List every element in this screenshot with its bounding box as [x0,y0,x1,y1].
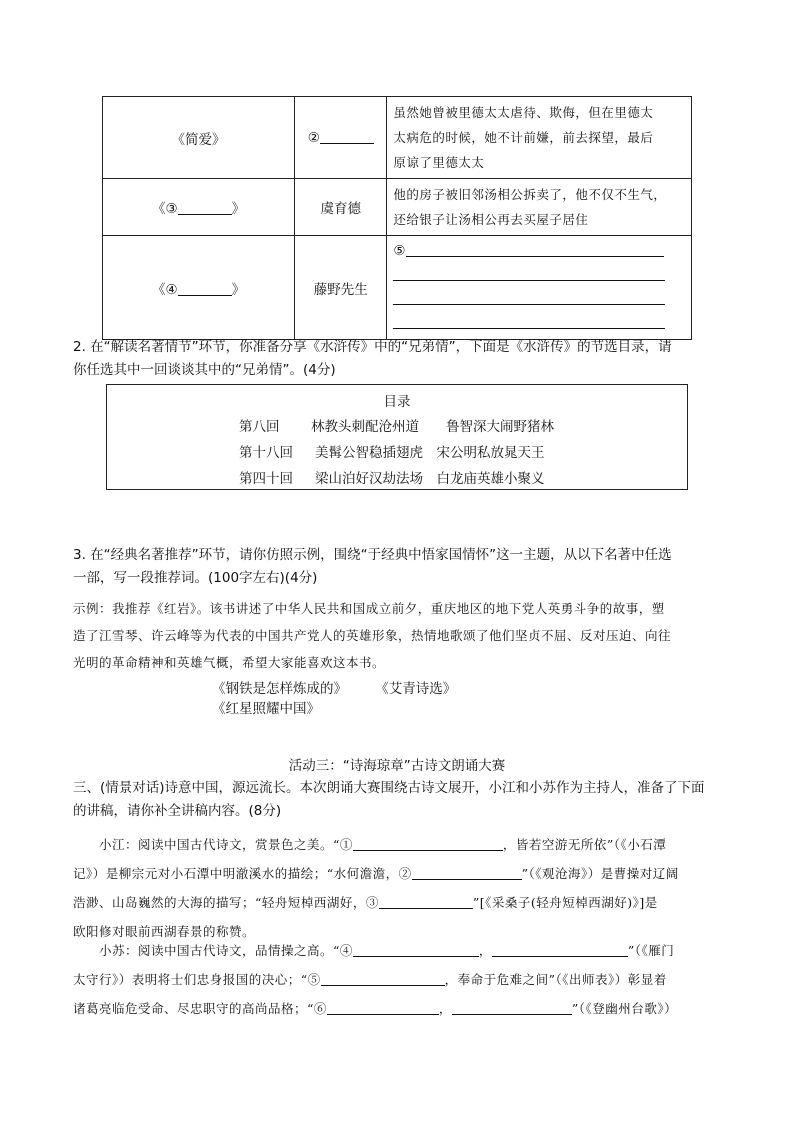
desc-cell: 虽然她曾被里德太太虐待、欺侮，但在里德太 太病危的时候，她不计前嫌，前去探望，最后 原谅了里德太太 [387,97,692,179]
table-row [103,97,692,179]
activity-intro: 三、(情景对话)诗意中国，源远流长。本次朗诵大赛围绕古诗文展开，小江和小苏作为主持人，准备了下面 的讲稿，请你补全讲稿内容。(8分) [73,780,705,819]
book-item: 《艾青诗选》 [375,681,457,697]
blank-line[interactable] [353,836,503,851]
book-item: 《红星照耀中国》 [212,701,320,717]
blank-line[interactable] [492,942,628,957]
blank-line[interactable] [393,266,665,281]
book-cell: 《③ 》 [103,179,295,236]
blank-line[interactable] [412,865,522,880]
blank-line[interactable] [320,129,374,144]
book-item: 《钢铁是怎样炼成的》 [212,681,347,697]
person-cell: 虞育德 [295,179,387,236]
blank-line[interactable] [178,200,232,215]
activity-heading: 活动三：“诗海琼章”古诗文朗诵大赛 [288,758,506,774]
comparison-table [102,96,692,340]
blank-line[interactable] [353,942,479,957]
xiaosu-speech: 小苏：阅读中国古代诗文，品情操之高。“④ ， ”（《雁门 太守行》）表明将士们忠身报国的决心；“⑤ ，奉命于危难之间”（《出师表》）彰显着 诸葛亮临危受命、尽忠职守的高尚品格；“⑥ ， ”（《登幽州台歌》） [73,943,678,1016]
table-row [103,179,692,236]
book-list [212,677,612,717]
catalog-title: 目录 [383,394,411,410]
person-cell: ② [295,97,387,179]
blank-line[interactable] [321,971,445,986]
question-3: 3. 在“经典名著推荐”环节，请你仿照示例，围绕“于经典中悟家国情怀”这一主题，从以下名著中任选 一部，写一段推荐词。(100字左右)(4分) [73,547,672,586]
blank-line[interactable] [393,314,665,329]
example-text: 示例：我推荐《红岩》。该书讲述了中华人民共和国成立前夕，重庆地区的地下党人英勇斗争的故事，塑 造了江雪琴、许云峰等为代表的中国共产党人的英雄形象，热情地歌颂了他们坚贞不屈、反对压迫、向往 光明的革命精神和英雄气概，希望大家能喜欢这本书。 [73,601,672,670]
blank-line[interactable] [452,1000,572,1015]
table-row [103,236,692,340]
desc-cell: 他的房子被旧邻汤相公拆卖了，他不仅不生气， 还给银子让汤相公再去买屋子居住 [387,179,692,236]
desc-cell: ⑤ [387,236,692,340]
blank-line[interactable] [327,1000,439,1015]
catalog-item: 第十八回 美髯公智稳插翅虎 宋公明私放晁天王 [239,445,545,461]
catalog-item: 第四十回 梁山泊好汉劫法场 白龙庙英雄小聚义 [239,471,545,487]
blank-line[interactable] [393,290,665,305]
blank-line[interactable] [406,242,664,257]
blank-line[interactable] [178,281,232,296]
question-2: 2. 在“解读名著情节”环节，你准备分享《水浒传》中的“兄弟情”，下面是《水浒传》的节选目录，请 你任选其中一回谈谈其中的“兄弟情”。(4分) [73,339,672,378]
blank-line[interactable] [379,894,473,909]
book-cell: 《④ 》 [103,236,295,340]
catalog-item: 第八回 林教头刺配沧州道 鲁智深大闹野猪林 [239,419,554,435]
person-cell: 藤野先生 [295,236,387,340]
book-cell: 《简爱》 [103,97,295,179]
catalog-box [106,384,688,490]
xiaojiang-speech: 小江：阅读中国古代诗文，赏景色之美。“① ，皆若空游无所依”（《小石潭 记》）是柳宗元对小石潭中明澈溪水的描绘；“水何澹澹，② ”（《观沧海》）是曹操对辽阔 浩渺、山岛巍然的大海的描写；“轻舟短棹西湖好，③ ”[《采桑子(轻舟短棹西湖好)》]是 欧阳修对眼前西湖春景的称赞。 [73,837,679,939]
